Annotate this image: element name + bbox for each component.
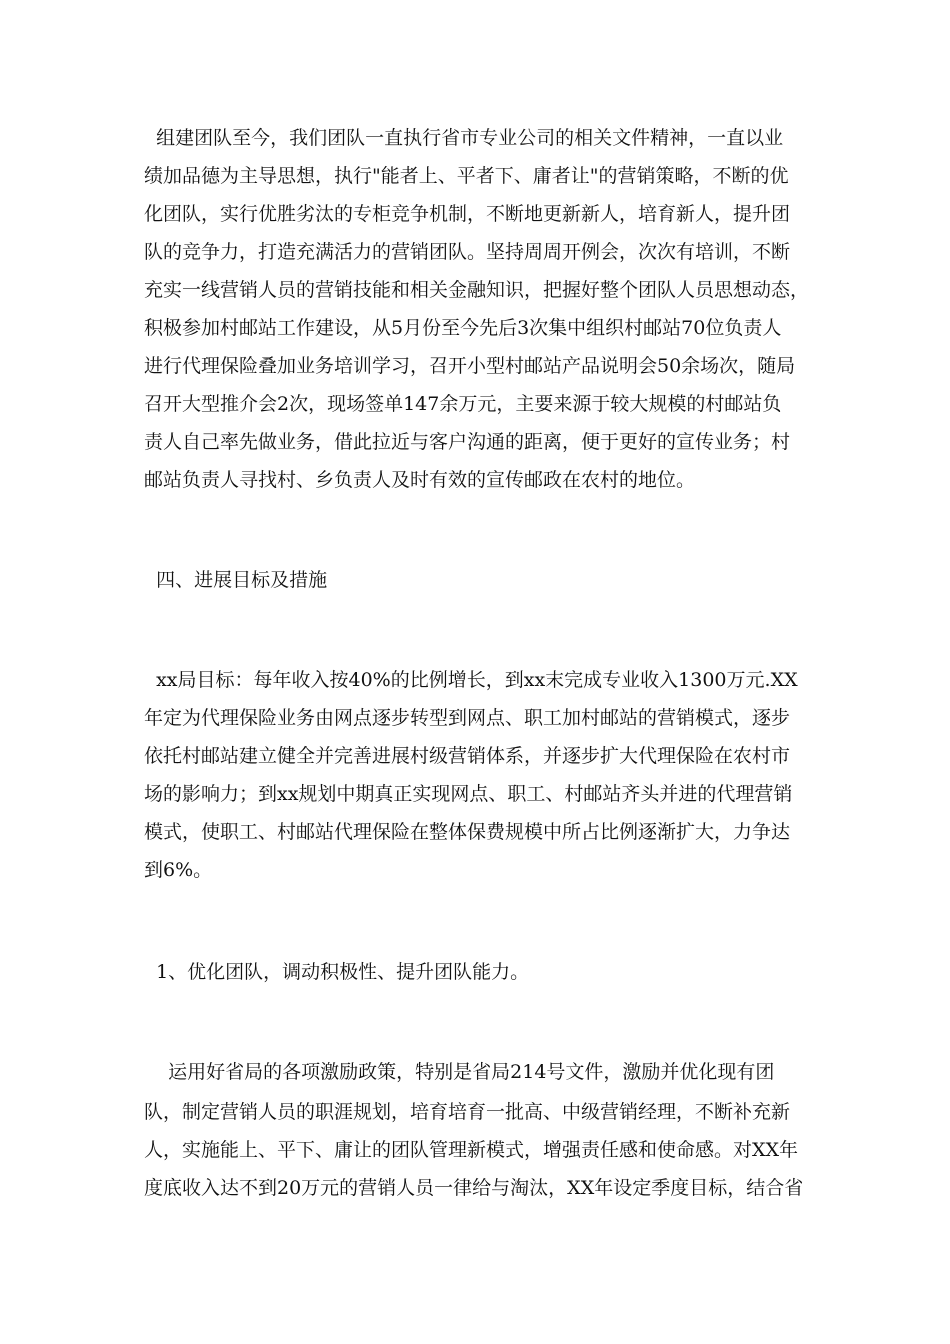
paragraph-line: 到6%。 xyxy=(144,859,213,881)
subsection-heading: 1、优化团队，调动积极性、提升团队能力。 xyxy=(144,961,530,983)
paragraph-line: 队的竞争力，打造充满活力的营销团队。坚持周周开例会，次次有培训，不断 xyxy=(144,241,791,263)
paragraph-line: 队，制定营销人员的职涯规划，培育培育一批高、中级营销经理，不断补充新 xyxy=(144,1101,791,1123)
paragraph-line: 依托村邮站建立健全并完善进展村级营销体系，并逐步扩大代理保险在农村市 xyxy=(144,745,791,767)
paragraph-line: 责人自己率先做业务，借此拉近与客户沟通的距离，便于更好的宣传业务；村 xyxy=(144,431,791,453)
paragraph-line: xx局目标：每年收入按40%的比例增长，到xx末完成专业收入1300万元.XX xyxy=(144,669,798,691)
paragraph-line: 召开大型推介会2次，现场签单147余万元，主要来源于较大规模的村邮站负 xyxy=(144,393,782,415)
paragraph-line: 度底收入达不到20万元的营销人员一律给与淘汰，XX年设定季度目标，结合省 xyxy=(144,1177,804,1199)
paragraph-line: 组建团队至今，我们团队一直执行省市专业公司的相关文件精神，一直以业 xyxy=(144,127,784,149)
paragraph-line: 年定为代理保险业务由网点逐步转型到网点、职工加村邮站的营销模式，逐步 xyxy=(144,707,791,729)
paragraph-line: 场的影响力；到xx规划中期真正实现网点、职工、村邮站齐头并进的代理营销 xyxy=(144,783,793,805)
paragraph-line: 运用好省局的各项激励政策，特别是省局214号文件，激励并优化现有团 xyxy=(144,1061,775,1083)
paragraph-line: 充实一线营销人员的营销技能和相关金融知识，把握好整个团队人员思想动态， xyxy=(144,279,810,301)
paragraph-line: 进行代理保险叠加业务培训学习，召开小型村邮站产品说明会50余场次，随局 xyxy=(144,355,796,377)
paragraph-line: 模式，使职工、村邮站代理保险在整体保费规模中所占比例逐渐扩大，力争达 xyxy=(144,821,791,843)
paragraph-line: 邮站负责人寻找村、乡负责人及时有效的宣传邮政在农村的地位。 xyxy=(144,469,696,491)
paragraph-line: 人，实施能上、平下、庸让的团队管理新模式，增强责任感和使命感。对XX年 xyxy=(144,1139,799,1161)
paragraph-line: 积极参加村邮站工作建设，从5月份至今先后3次集中组织村邮站70位负责人 xyxy=(144,317,782,339)
paragraph-line: 绩加品德为主导思想，执行"能者上、平者下、庸者让"的营销策略，不断的优 xyxy=(144,165,789,187)
paragraph-line: 化团队，实行优胜劣汰的专柜竞争机制，不断地更新新人，培育新人，提升团 xyxy=(144,203,791,225)
section-heading: 四、进展目标及措施 xyxy=(144,569,328,591)
